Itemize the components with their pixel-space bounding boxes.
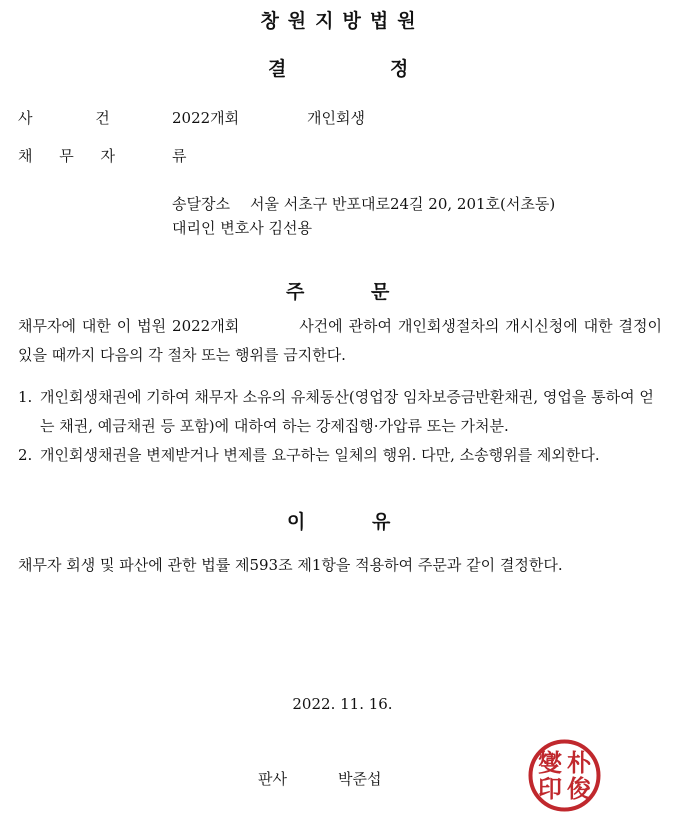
- order-heading-1: 주: [286, 281, 305, 303]
- order-item-number: 1.: [18, 388, 33, 406]
- svg-text:俊: 俊: [567, 774, 591, 803]
- reason-heading-2: 유: [372, 511, 391, 533]
- order-intro-b: 사건에 관하여 개인회생절차의 개시신청에 대한 결정이 있을 때까지 다음의 각 절차 또는 행위를 금지한다.: [18, 317, 662, 364]
- svg-text:朴: 朴: [567, 748, 591, 777]
- order-item-text: 개인회생채권에 기하여 채무자 소유의 유체동산(영업장 임차보증금반환채권, 영업을 통하여 얻는 채권, 예금채권 등 포함)에 대하여 하는 강제집행·가압류 또는 가처분.: [40, 388, 654, 435]
- reason-text: 채무자 회생 및 파산에 관한 법률 제593조 제1항을 적용하여 주문과 같이 결정한다.: [18, 556, 563, 574]
- order-heading-2: 문: [371, 281, 390, 303]
- court-name: 창원지방법원: [260, 10, 425, 32]
- doc-title-part1: 결: [268, 58, 287, 80]
- service-address-label: 송달장소: [172, 195, 230, 213]
- case-name: 개인회생: [307, 109, 365, 127]
- order-item-number: 2.: [18, 446, 33, 464]
- judge-name: 박준섭: [338, 770, 382, 788]
- svg-text:印: 印: [538, 774, 562, 803]
- judge-seal: [527, 738, 602, 813]
- debtor-label: 채 무 자: [18, 147, 116, 165]
- order-item: [18, 441, 658, 470]
- reason-heading-1: 이: [287, 511, 306, 533]
- order-intro-a: 채무자에 대한 이 법원 2022개회: [18, 317, 240, 335]
- service-address: 서울 서초구 반포대로24길 20, 201호(서초동): [250, 195, 556, 213]
- debtor-name: 류: [172, 147, 187, 165]
- order-item-text: 개인회생채권을 변제받거나 변제를 요구하는 일체의 행위. 다만, 소송행위를 제외한다.: [40, 446, 600, 464]
- svg-text:燮: 燮: [538, 748, 562, 777]
- judge-title: 판사: [258, 770, 287, 788]
- order-item: [18, 383, 658, 441]
- order-intro: [18, 312, 662, 370]
- decision-date: 2022. 11. 16.: [292, 695, 393, 713]
- case-label: 사 건: [18, 109, 110, 127]
- doc-title-part2: 정: [390, 58, 409, 80]
- debtor-agent: 대리인 변호사 김선용: [172, 219, 312, 237]
- case-number: 2022개회: [172, 109, 240, 127]
- order-items: [18, 383, 658, 470]
